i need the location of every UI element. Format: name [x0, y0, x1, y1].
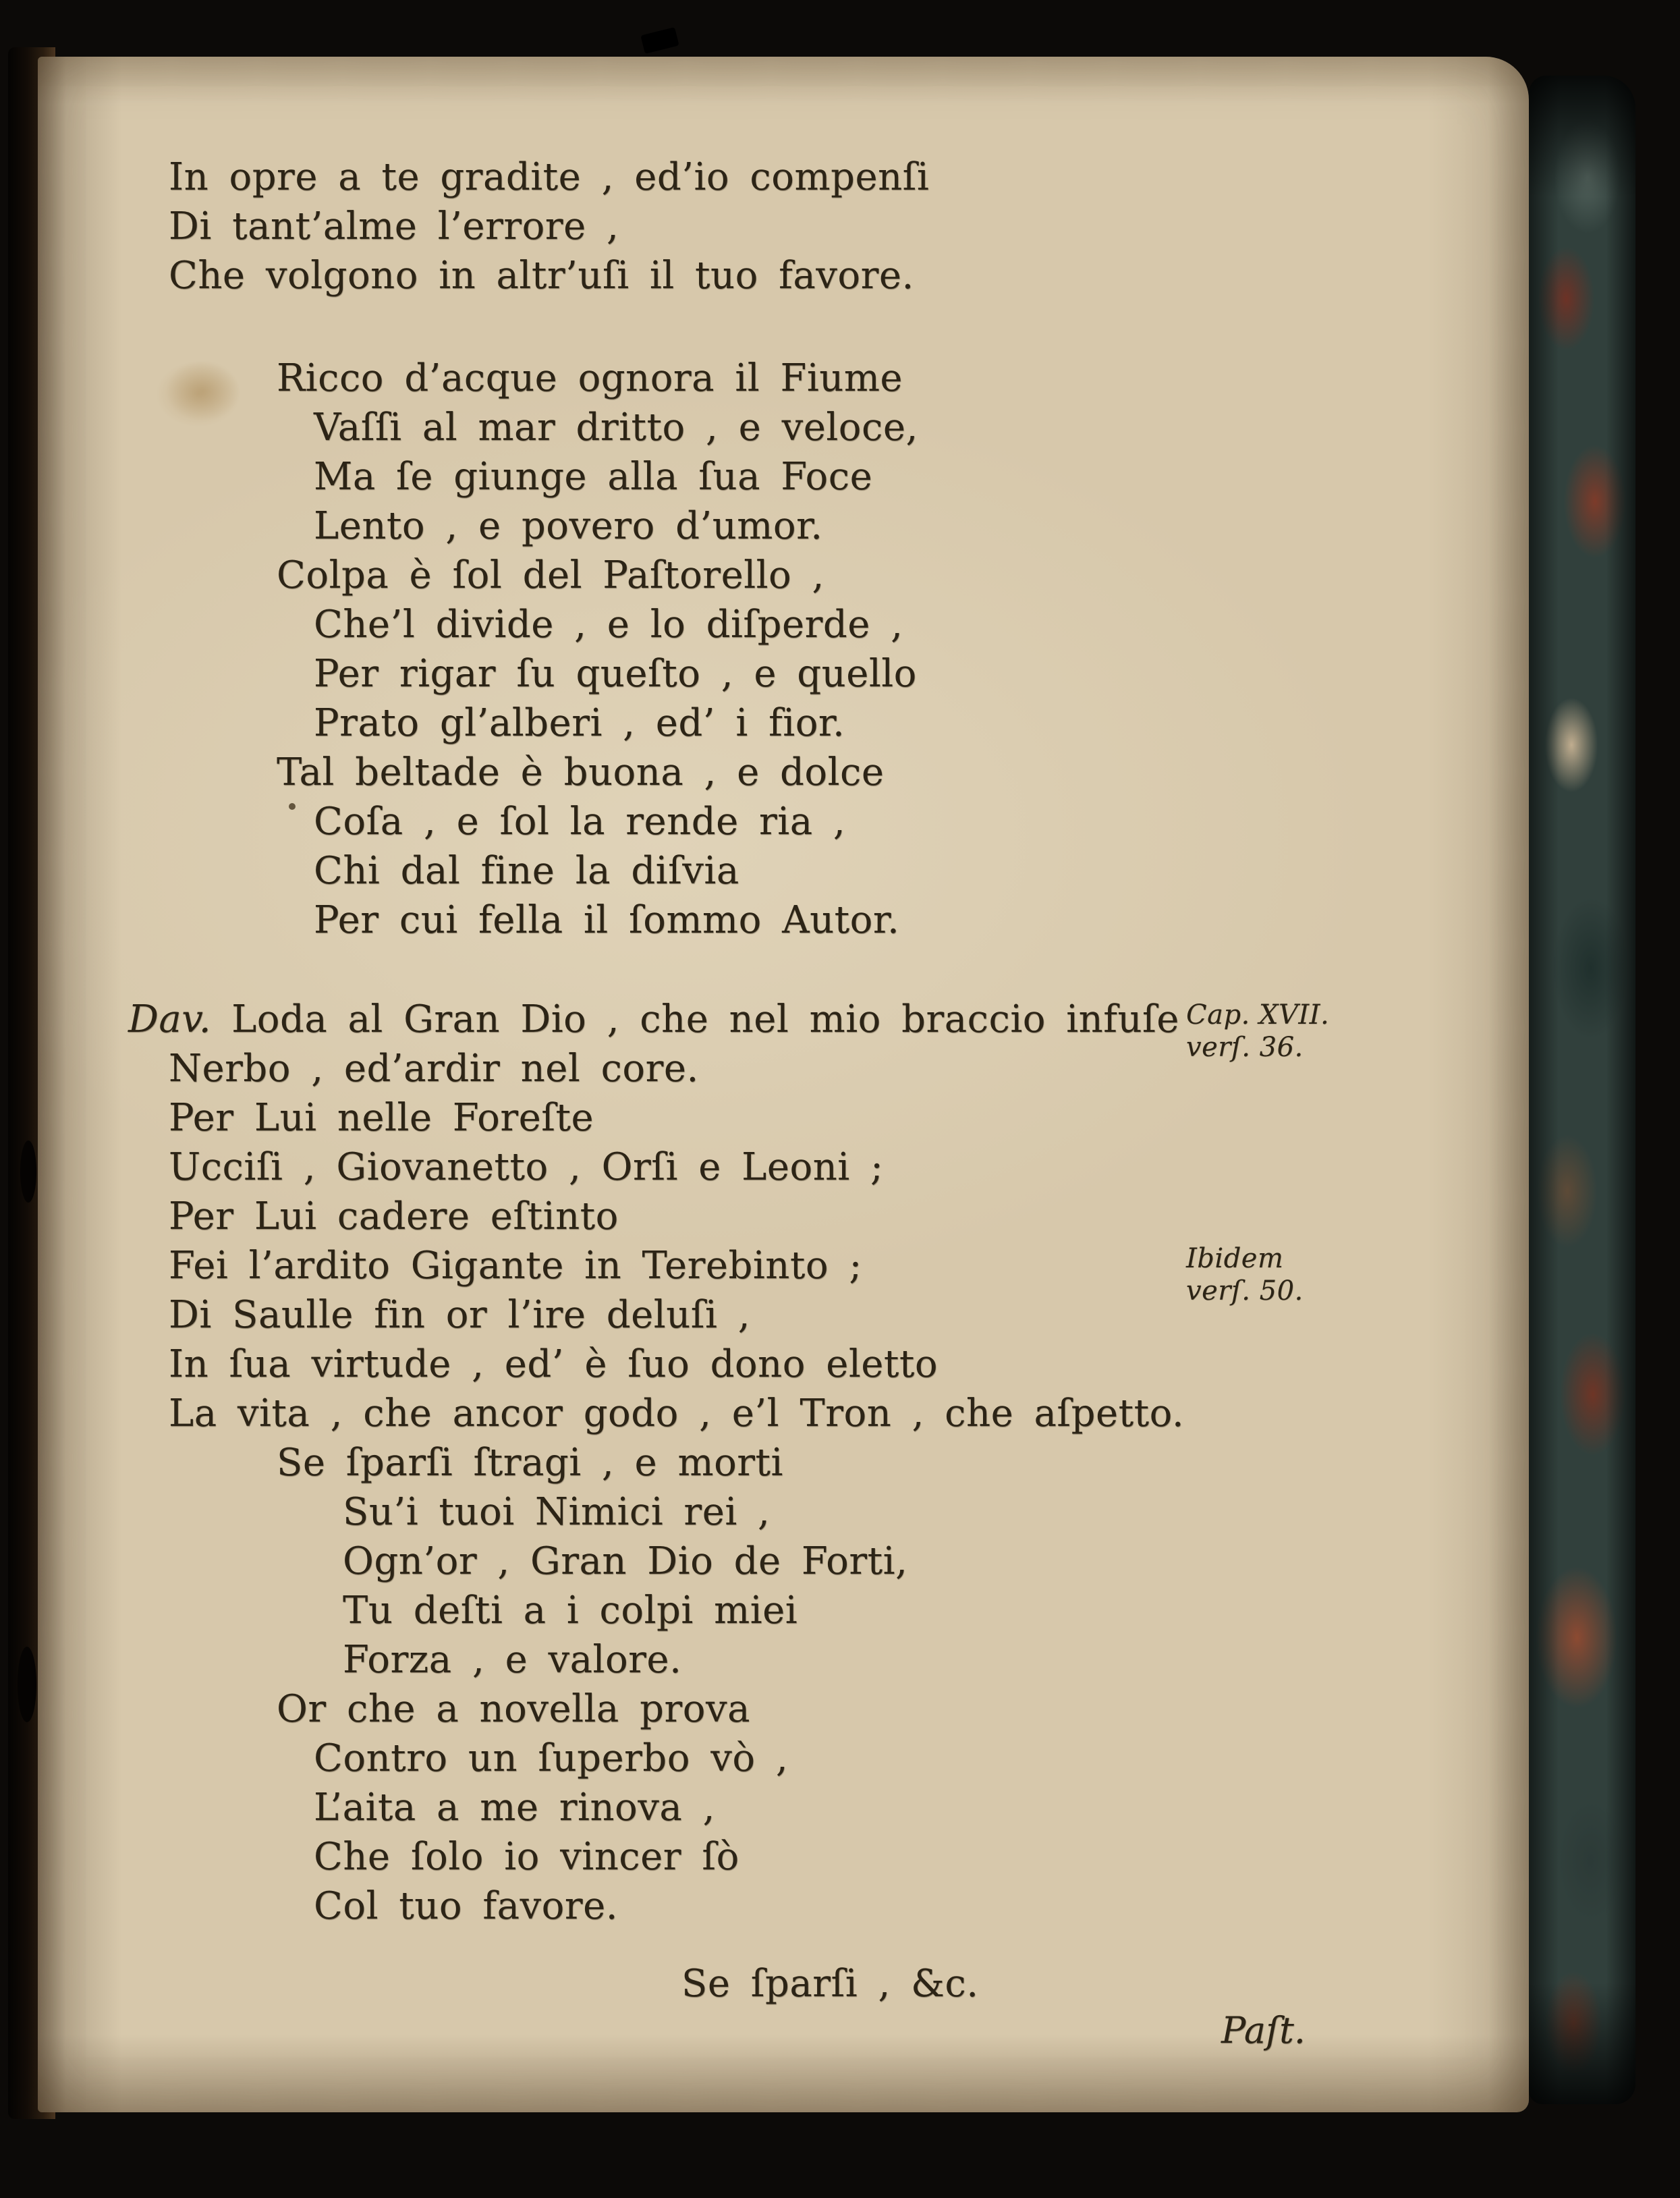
- verse-line: In opre a te gradite , ed’io compenſi: [169, 155, 930, 199]
- verse-line: L’aita a me rinova ,: [314, 1786, 715, 1830]
- verse-line: Colpa è ſol del Paſtorello ,: [277, 553, 824, 597]
- verse-line: Che volgono in altr’uſi il tuo favore.: [169, 254, 914, 298]
- recitative-block: [169, 153, 929, 300]
- margin-note-line: Cap. XVII.: [1186, 999, 1330, 1031]
- verse-line: [128, 995, 1184, 1044]
- binding-stain: [18, 1647, 36, 1722]
- verse-line: Prato gl’alberi , ed’ i fior.: [314, 701, 845, 745]
- margin-note-line: Ibidem: [1186, 1243, 1284, 1274]
- verse-line: Col tuo favore.: [314, 1884, 619, 1928]
- verse-line: Per cui fella il ſommo Autor.: [314, 898, 900, 942]
- verse-line: Ogn’or , Gran Dio de Forti,: [343, 1539, 908, 1583]
- verse-line: Ucciſi , Giovanetto , Orſi e Leoni ;: [169, 1145, 884, 1189]
- david-block: [128, 995, 1185, 1438]
- verse-text: Loda al Gran Dio , che nel mio braccio infuſe: [231, 997, 1179, 1041]
- marbled-fore-edge: [1529, 76, 1635, 2104]
- catchword: Paſt.: [1221, 2009, 1306, 2052]
- verse-line: Or che a novella prova: [277, 1687, 750, 1731]
- verse-line: La vita , che ancor godo , e’l Tron , che aſpetto.: [169, 1392, 1185, 1435]
- verse-line: Se ſparſi ſtragi , e morti: [277, 1441, 783, 1485]
- aria-block-1: [169, 354, 918, 945]
- verse-line: Di tant’alme l’errore ,: [169, 204, 619, 248]
- verse-line: Coſa , e ſol la rende ria ,: [314, 800, 846, 844]
- verse-line: Che ſolo io vincer ſò: [314, 1835, 739, 1879]
- margin-note-line: verſ. 50.: [1186, 1275, 1304, 1307]
- binding-stain: [20, 1141, 36, 1203]
- verse-line: Che’l divide , e lo diſperde ,: [314, 603, 903, 647]
- verse-line: Ricco d’acque ognora il Fiume: [277, 356, 903, 400]
- verse-line: Lento , e povero d’umor.: [314, 504, 823, 548]
- verse-line: Ma ſe giunge alla ſua Foce: [314, 455, 873, 499]
- scan-artifact-mark: [640, 27, 679, 54]
- verse-line: In ſua virtude , ed’ è ſuo dono eletto: [169, 1342, 939, 1386]
- verse-line: Contro un ſuperbo vò ,: [314, 1736, 789, 1780]
- verse-line: Chi dal fine la diſvia: [314, 849, 739, 893]
- verse-line: Tu deſti a i colpi miei: [343, 1589, 798, 1632]
- verse-line: Tal beltade è buona , e dolce: [277, 750, 885, 794]
- verse-line: Fei l’ardito Gigante in Terebinto ;: [169, 1244, 862, 1288]
- verse-line: Per rigar ſu queſto , e quello: [314, 652, 917, 696]
- verse-line: Nerbo , ed’ardir nel core.: [169, 1047, 699, 1091]
- verse-line: Vaſſi al mar dritto , e veloce,: [314, 406, 918, 449]
- speaker-label: Dav.: [128, 997, 212, 1041]
- verse-line: Per Lui cadere eſtinto: [169, 1194, 619, 1238]
- margin-note-line: verſ. 36.: [1186, 1032, 1304, 1063]
- margin-note-2: [1186, 1242, 1304, 1307]
- page-paper: [38, 57, 1529, 2112]
- verse-line: Forza , e valore.: [343, 1638, 682, 1682]
- david-lines: [169, 1044, 1184, 1438]
- verse-line: Per Lui nelle Foreſte: [169, 1096, 594, 1140]
- aria-block-2: [169, 1438, 979, 2008]
- verse-line: Su’i tuoi Nimici rei ,: [343, 1490, 771, 1534]
- margin-note-1: [1186, 999, 1329, 1064]
- verse-line: Di Saulle fin or l’ire deluſi ,: [169, 1293, 751, 1337]
- aria2-lines: [169, 1438, 979, 1931]
- refrain-line: Se ſparſi , &c.: [681, 1962, 979, 2006]
